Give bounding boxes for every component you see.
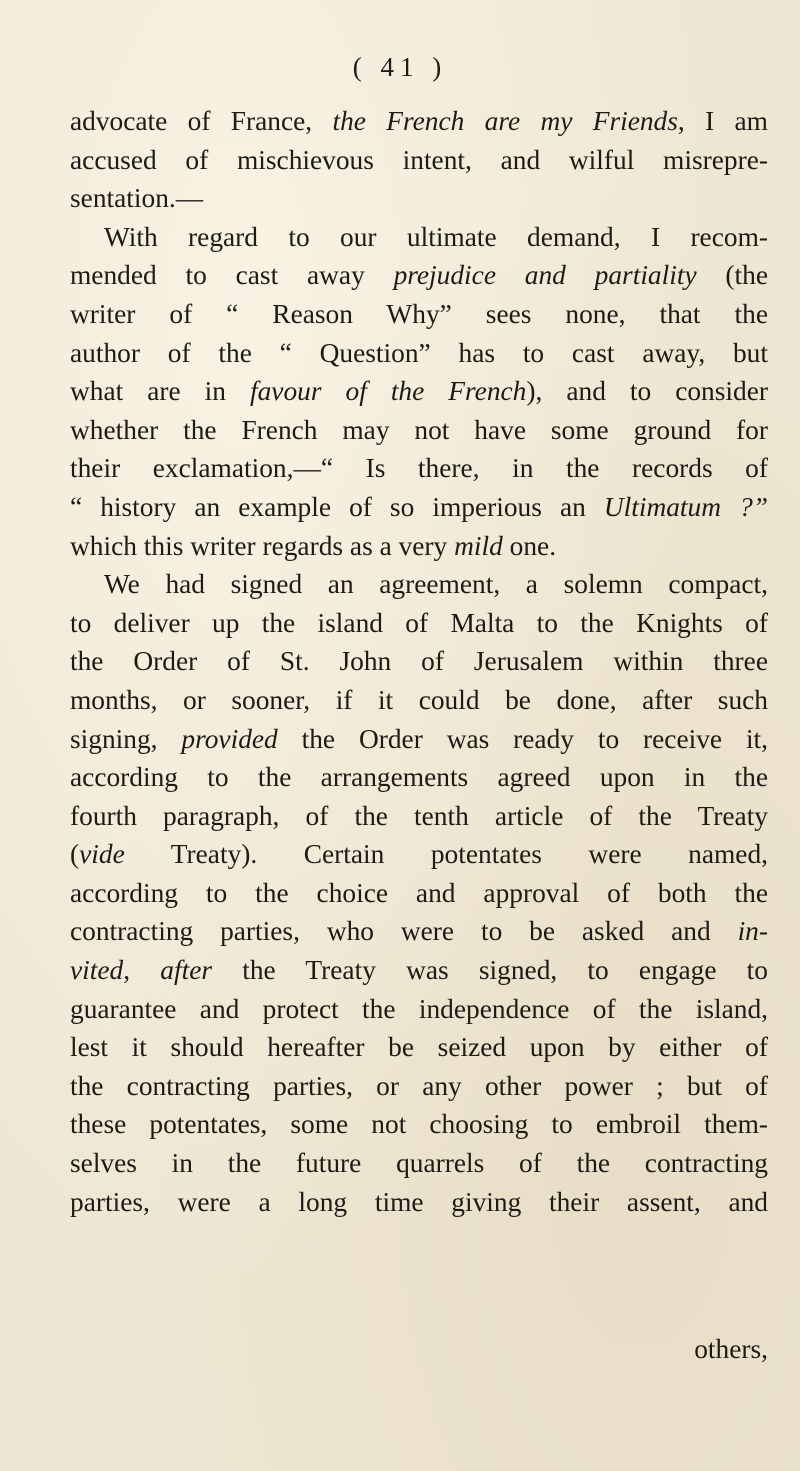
text-run: whether the French may not have some ground for xyxy=(70,414,768,445)
text-line xyxy=(70,1067,768,1106)
text-run: We had signed an agreement, a solemn compact, xyxy=(104,569,768,600)
italic-text: the French are my Friends xyxy=(332,106,678,136)
text-line xyxy=(70,334,768,373)
text-run: “ history an example of so imperious an xyxy=(70,491,604,522)
text-line xyxy=(70,642,768,681)
italic-text: in- xyxy=(737,916,768,947)
text-run: (the xyxy=(696,260,768,291)
text-run: according to the arrangements agreed upon in the xyxy=(70,762,768,793)
text-line xyxy=(70,874,768,913)
text-line xyxy=(70,488,768,527)
text-line xyxy=(70,179,768,218)
text-line xyxy=(70,449,768,488)
text-run: advocate of France, xyxy=(70,106,333,136)
text-run: writer of “ Reason Why” sees none, that the xyxy=(70,298,768,329)
text-run: contracting parties, who were to be asked and xyxy=(70,916,738,947)
text-line xyxy=(70,218,768,257)
text-run: ( xyxy=(70,839,80,870)
text-run: the contracting parties, or any other power ; but of xyxy=(70,1070,768,1101)
text-run: what are in xyxy=(70,376,250,407)
text-run: the Order of St. John of Jerusalem within three xyxy=(70,646,768,677)
text-line xyxy=(70,951,768,990)
catchword: others, xyxy=(694,1334,768,1364)
text-run: , I am xyxy=(677,106,768,136)
text-line xyxy=(70,256,768,295)
text-run: according to the choice and approval of both the xyxy=(70,877,768,908)
text-line xyxy=(70,990,768,1029)
text-run: sentation.— xyxy=(70,183,204,214)
text-line xyxy=(70,912,768,951)
italic-text: provided xyxy=(181,723,278,754)
text-run: With regard to our ultimate demand, I recom- xyxy=(104,221,768,252)
text-line xyxy=(70,604,768,643)
italic-text: favour of the French xyxy=(250,376,527,407)
text-run: accused of mischievous intent, and wilful misrepre- xyxy=(70,144,768,175)
text-line xyxy=(70,797,768,836)
text-line xyxy=(70,411,768,450)
text-run: the Order was ready to receive it, xyxy=(277,723,768,754)
text-line xyxy=(70,141,768,180)
text-run: which this writer regards as a very xyxy=(70,530,455,561)
text-run: guarantee and protect the independence of the island, xyxy=(70,993,768,1024)
text-run: months, or sooner, if it could be done, after such xyxy=(70,684,768,715)
text-line xyxy=(70,527,768,566)
text-line xyxy=(70,1144,768,1183)
text-run: Treaty). Certain potentates were named, xyxy=(124,839,768,870)
text-run: to deliver up the island of Malta to the Knights of xyxy=(70,607,768,638)
text-run: one. xyxy=(502,530,557,561)
text-line xyxy=(70,758,768,797)
text-line xyxy=(70,681,768,720)
page-number: ( 41 ) xyxy=(352,52,448,82)
text-run: , xyxy=(123,955,161,986)
text-line xyxy=(70,295,768,334)
text-run: lest it should hereafter be seized upon by either of xyxy=(70,1032,768,1063)
text-run: fourth paragraph, of the tenth article of the Treaty xyxy=(70,800,768,831)
text-run: the Treaty was signed, to engage to xyxy=(212,955,768,986)
text-run: mended to cast away xyxy=(70,260,394,291)
text-run: author of the “ Question” has to cast away, but xyxy=(70,337,768,368)
italic-text: after xyxy=(160,955,213,986)
text-line xyxy=(70,1028,768,1067)
italic-text: vited xyxy=(70,955,124,986)
text-line xyxy=(70,565,768,604)
text-run: ), and to consider xyxy=(526,376,768,407)
text-run: parties, were a long time giving their assent, and xyxy=(70,1186,768,1217)
text-run: their exclamation,—“ Is there, in the records of xyxy=(70,453,768,484)
text-line xyxy=(70,720,768,759)
text-line xyxy=(70,1105,768,1144)
body-text xyxy=(70,102,768,1221)
text-line xyxy=(70,372,768,411)
text-line xyxy=(70,102,768,141)
text-line xyxy=(70,1183,768,1222)
italic-text: vide xyxy=(79,839,125,870)
italic-text: mild xyxy=(454,530,503,561)
italic-text: prejudice and partiality xyxy=(393,260,697,291)
text-run: these potentates, some not choosing to embroil them- xyxy=(70,1109,768,1140)
italic-text: Ultimatum ?” xyxy=(603,491,768,522)
text-line xyxy=(70,835,768,874)
text-run: selves in the future quarrels of the contracting xyxy=(70,1148,768,1179)
text-run: signing, xyxy=(70,723,182,754)
